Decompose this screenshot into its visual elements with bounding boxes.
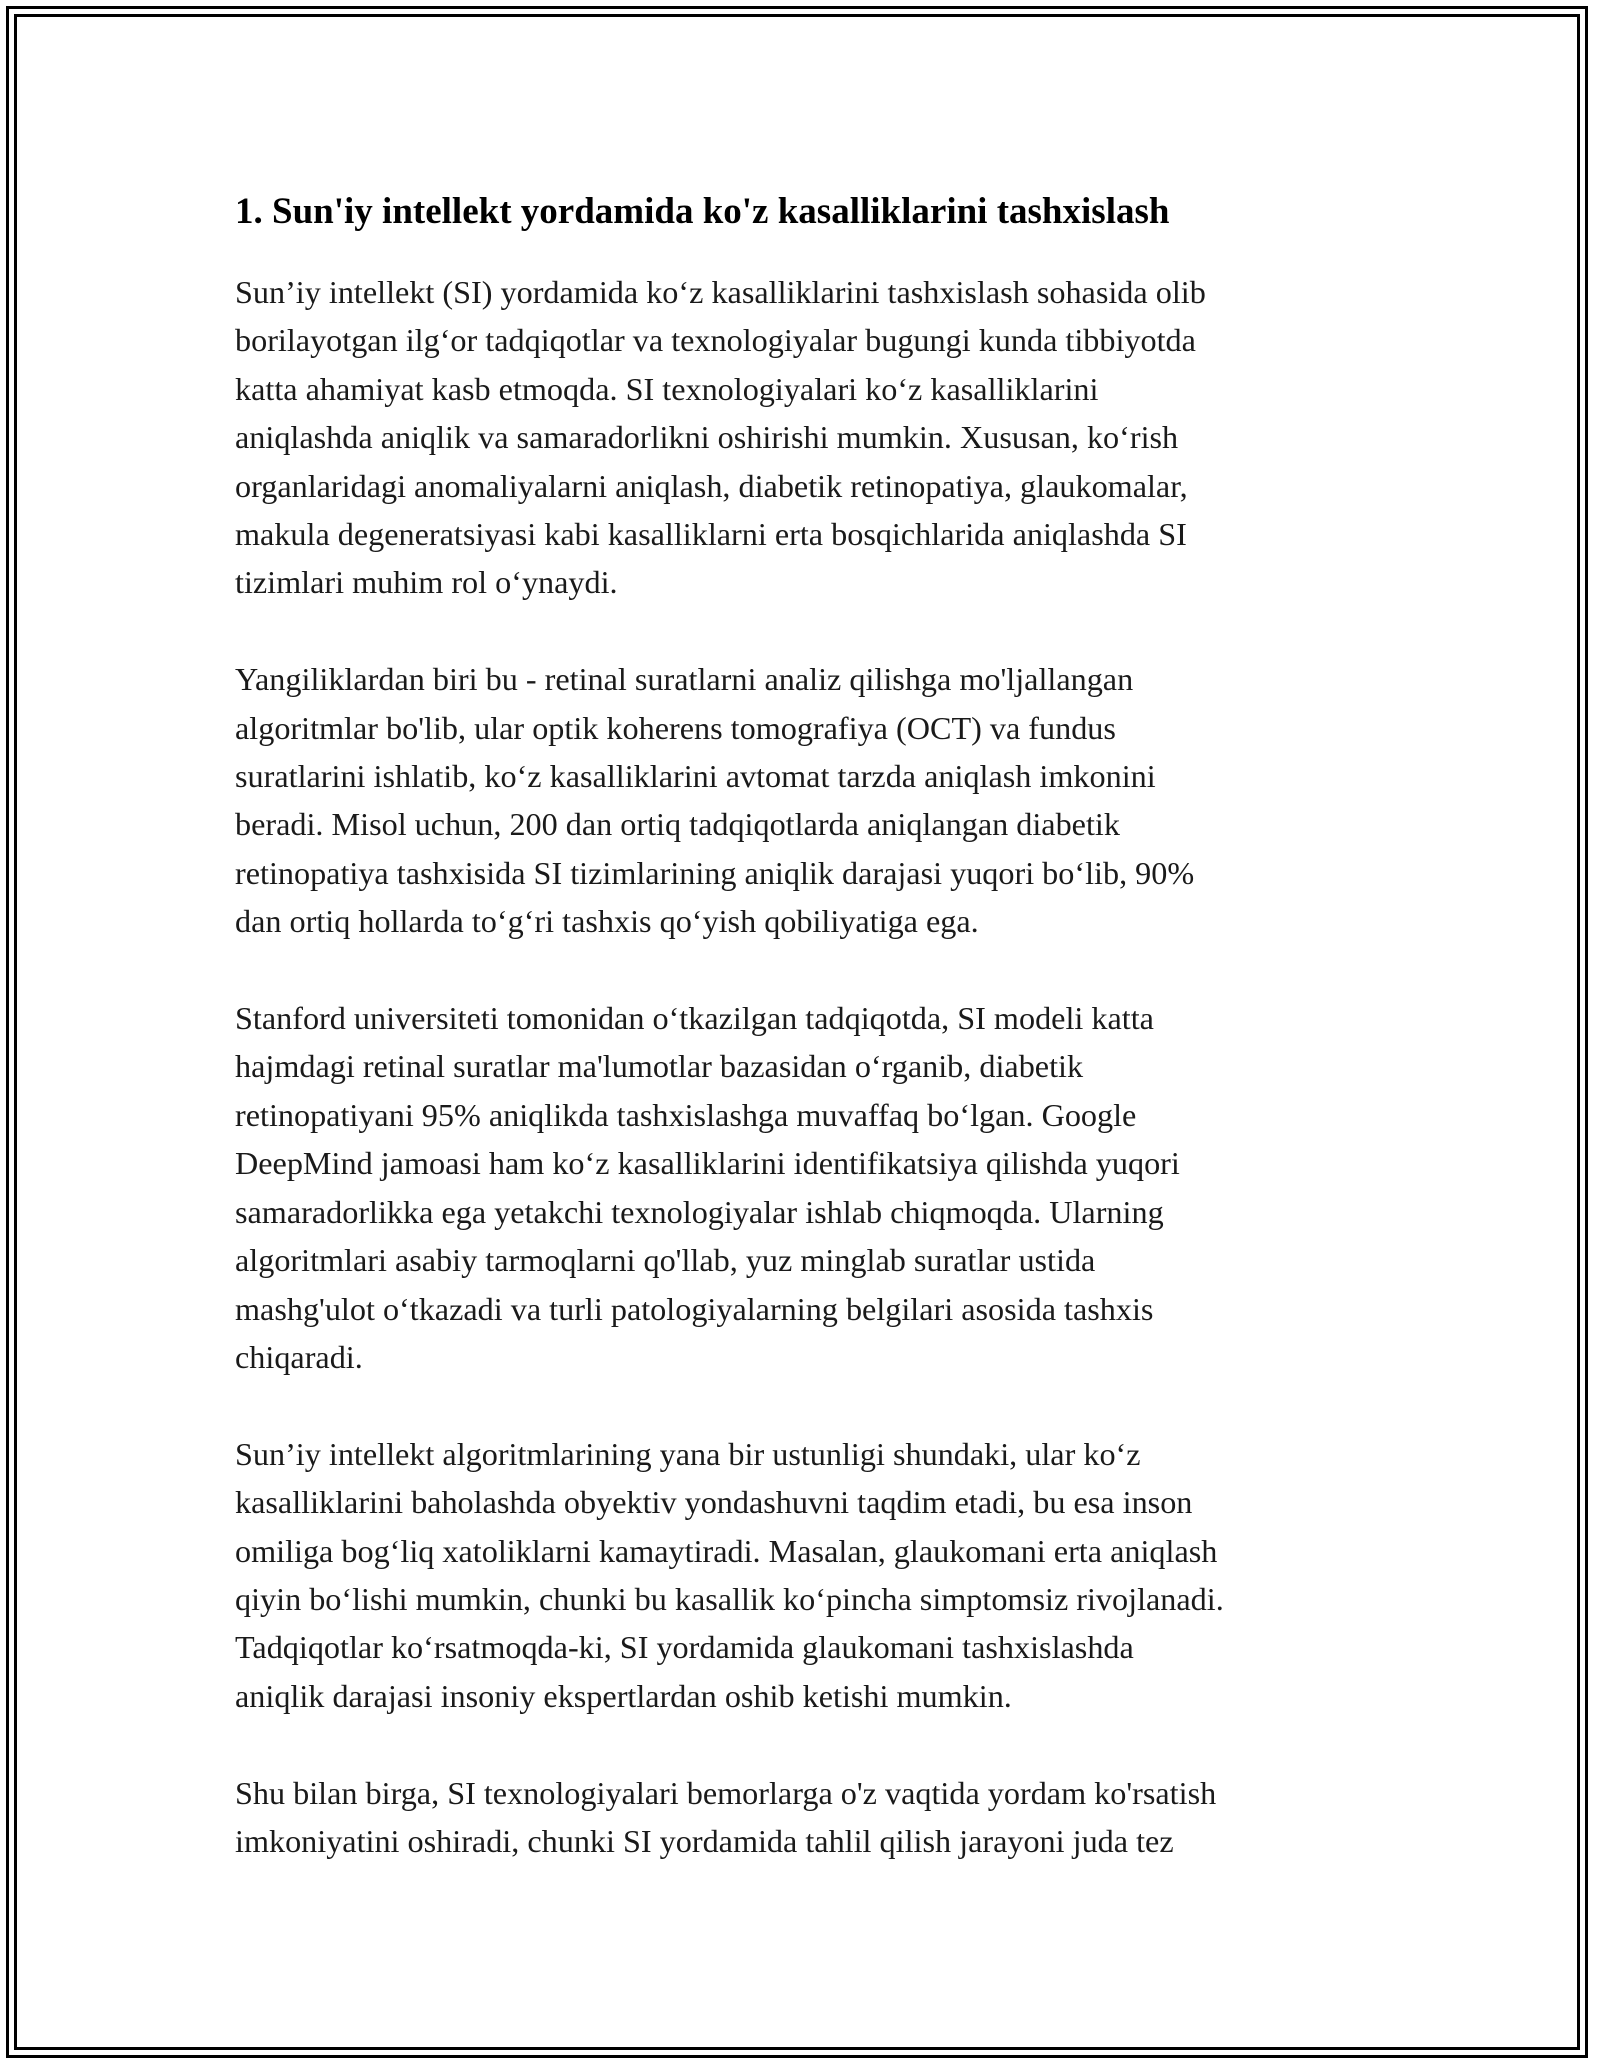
section-heading: 1. Sun'iy intellekt yordamida ko'z kasalliklarini tashxislash — [235, 191, 1170, 232]
paragraph-3: Stanford universiteti tomonidan o‘tkazilgan tadqiqotda, SI modeli katta hajmdagi retinal suratlar ma'lumotlar bazasidan o‘rganib, diabetik retinopatiyani 95% aniqlikda tashxislashga muvaffaq bo‘lgan. Google DeepMind jamoasi ham ko‘z kasalliklarini identifikatsiya qilishda yuqori samaradorlikka ega yetakchi texnologiyalar ishlab chiqmoqda. Ularning algoritmlari asabiy tarmoqlarni qo'llab, yuz minglab suratlar ustida mashg'ulot o‘tkazadi va turli patologiyalarning belgilari asosida tashxis chiqaradi. — [235, 1000, 1180, 1375]
paragraph-5: Shu bilan birga, SI texnologiyalari bemorlarga o'z vaqtida yordam ko'rsatish imkoniyatini oshiradi, chunki SI yordamida tahlil qilish jarayoni juda tez — [235, 1774, 1217, 1859]
paragraph-1: Sun’iy intellekt (SI) yordamida ko‘z kasalliklarini tashxislash sohasida olib borilayotgan ilg‘or tadqiqotlar va texnologiyalar bugungi kunda tibbiyotda katta ahamiyat kasb etmoqda. SI texnologiyalari ko‘z kasalliklarini aniqlashda aniqlik va samaradorlikni oshirishi mumkin. Xususan, ko‘rish organlaridagi anomaliyalarni aniqlash, diabetik retinopatiya, glaukomalar, makula degeneratsiyasi kabi kasalliklarni erta bosqichlarida aniqlashda SI tizimlari muhim rol o‘ynaydi. — [235, 274, 1206, 601]
paragraph-4: Sun’iy intellekt algoritmlarining yana bir ustunligi shundaki, ular ko‘z kasalliklarini baholashda obyektiv yondashuvni taqdim etadi, bu esa inson omiliga bog‘liq xatoliklarni kamaytiradi. Masalan, glaukomani erta aniqlash qiyin bo‘lishi mumkin, chunki bu kasallik ko‘pincha simptomsiz rivojlanadi. Tadqiqotlar ko‘rsatmoqda-ki, SI yordamida glaukomani tashxislashda aniqlik darajasi insoniy ekspertlardan oshib ketishi mumkin. — [235, 1435, 1224, 1714]
document-body — [235, 180, 1390, 1914]
paragraph-2: Yangiliklardan biri bu - retinal suratlarni analiz qilishga mo'ljallangan algoritmlar bo'lib, ular optik koherens tomografiya (OCT) va fundus suratlarini ishlatib, ko‘z kasalliklarini avtomat tarzda aniqlash imkonini beradi. Misol uchun, 200 dan ortiq tadqiqotlarda aniqlangan diabetik retinopatiya tashxisida SI tizimlarining aniqlik darajasi yuqori bo‘lib, 90% dan ortiq hollarda to‘g‘ri tashxis qo‘yish qobiliyatiga ega. — [235, 661, 1195, 940]
